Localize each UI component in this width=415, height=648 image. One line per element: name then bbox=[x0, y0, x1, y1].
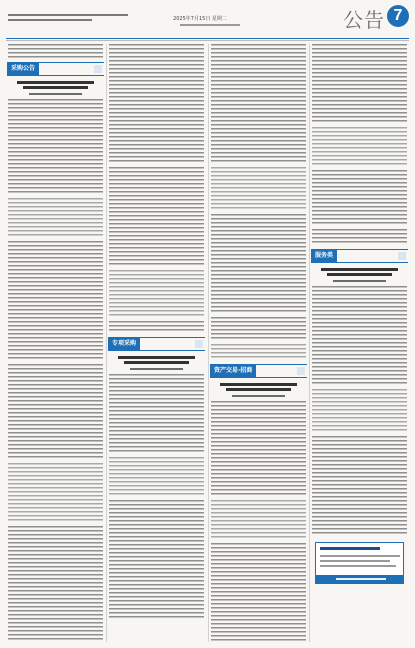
article-text bbox=[312, 229, 407, 245]
article-text bbox=[211, 401, 306, 497]
article-subheading bbox=[130, 368, 183, 370]
info-box-band-text bbox=[336, 578, 386, 580]
article-text bbox=[8, 526, 103, 642]
publication-info-box bbox=[315, 542, 404, 584]
article-text bbox=[109, 457, 204, 497]
article-text bbox=[211, 167, 306, 211]
article-heading bbox=[226, 388, 291, 391]
header-rule-thin bbox=[6, 40, 409, 41]
article-text bbox=[8, 364, 103, 460]
article-text bbox=[109, 321, 204, 333]
info-box-line bbox=[320, 560, 390, 562]
article-text bbox=[211, 317, 306, 341]
column-4 bbox=[311, 44, 408, 642]
article-text bbox=[109, 167, 204, 267]
page-header bbox=[0, 0, 415, 40]
article-text bbox=[211, 44, 306, 164]
section-tag-label: 采购公告 bbox=[7, 63, 39, 75]
article-heading bbox=[321, 268, 398, 271]
article-text bbox=[312, 170, 407, 226]
column-3 bbox=[210, 44, 307, 642]
issue-date: 2025年7月15日 星期二 bbox=[173, 16, 227, 22]
article-text bbox=[109, 500, 204, 620]
article-heading bbox=[23, 86, 88, 89]
article-heading bbox=[220, 383, 297, 386]
info-box-title bbox=[320, 547, 380, 550]
article-heading bbox=[118, 356, 195, 359]
article-text bbox=[8, 198, 103, 238]
article-text bbox=[8, 99, 103, 195]
article-text bbox=[312, 389, 407, 433]
article-text bbox=[211, 214, 306, 314]
article-text bbox=[312, 286, 407, 386]
article-text bbox=[211, 543, 306, 642]
article-text bbox=[109, 270, 204, 318]
article-heading bbox=[327, 273, 392, 276]
column-divider bbox=[208, 44, 209, 642]
section-tag-label: 服务类 bbox=[311, 250, 337, 262]
column-1 bbox=[7, 44, 104, 642]
info-box-line bbox=[320, 555, 400, 557]
article-heading bbox=[17, 81, 94, 84]
article-text bbox=[109, 374, 204, 454]
article-subheading bbox=[232, 395, 285, 397]
page-number: 7 bbox=[387, 5, 409, 27]
article-text bbox=[312, 127, 407, 167]
info-box-line bbox=[320, 565, 396, 567]
section-tag-assets bbox=[210, 364, 307, 378]
section-tag-special bbox=[108, 337, 205, 351]
article-text bbox=[109, 44, 204, 164]
header-rule bbox=[6, 38, 409, 39]
article-text bbox=[8, 463, 103, 523]
issue-subline bbox=[180, 24, 240, 26]
article-text bbox=[8, 44, 103, 58]
article-subheading bbox=[29, 93, 82, 95]
section-tag-label: 专项采购 bbox=[108, 338, 140, 350]
article-text bbox=[312, 44, 407, 124]
section-title: 公告 bbox=[343, 8, 385, 32]
article-text bbox=[211, 500, 306, 540]
article-text bbox=[8, 241, 103, 361]
section-tag-label: 资产交易·招商 bbox=[210, 365, 256, 377]
section-tag-procurement bbox=[7, 62, 104, 76]
column-divider bbox=[106, 44, 107, 642]
column-2 bbox=[108, 44, 205, 642]
section-tag-services bbox=[311, 249, 408, 263]
article-heading bbox=[124, 361, 189, 364]
contact-info bbox=[8, 14, 128, 28]
article-text bbox=[312, 436, 407, 536]
article-text bbox=[211, 344, 306, 360]
article-subheading bbox=[333, 280, 386, 282]
column-divider bbox=[309, 44, 310, 642]
